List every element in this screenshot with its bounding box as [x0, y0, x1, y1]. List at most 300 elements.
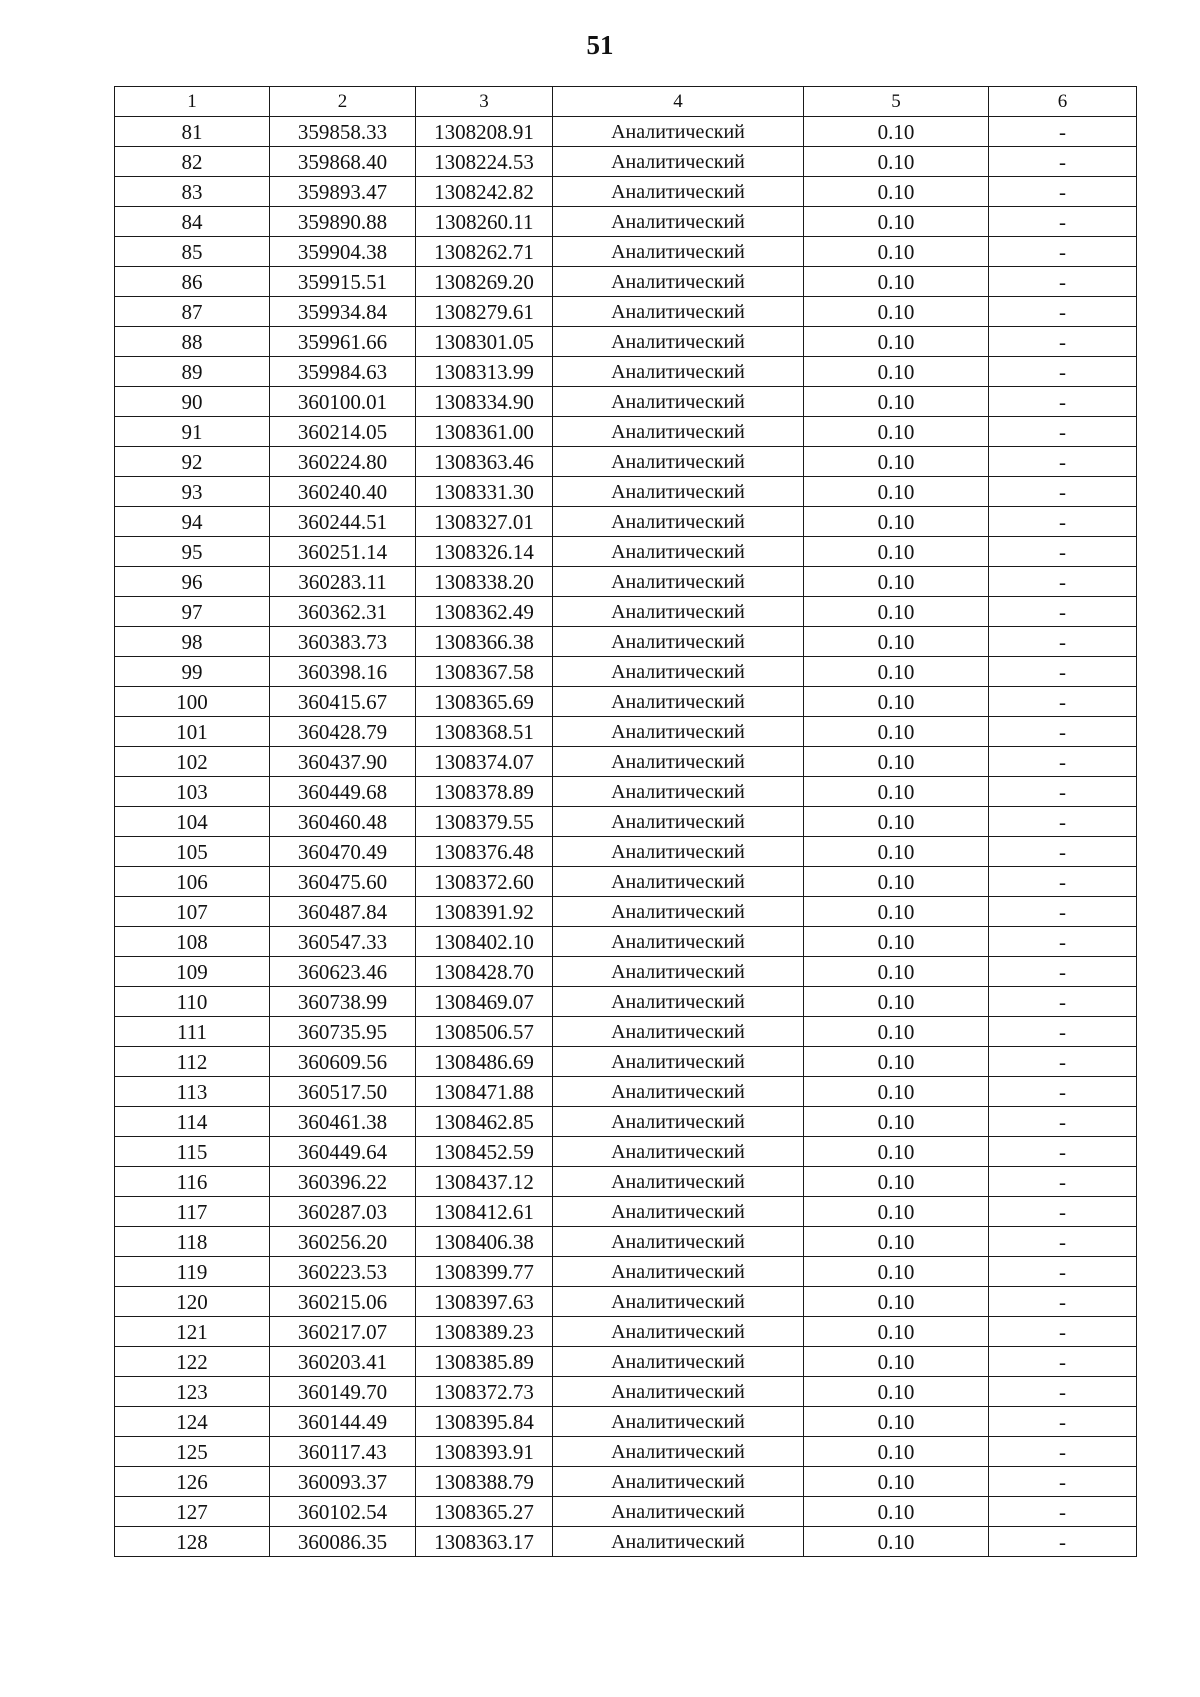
- point-number-cell: 115: [115, 1137, 270, 1167]
- y-coordinate-cell: 1308388.79: [416, 1467, 553, 1497]
- table-row: [115, 1077, 1137, 1107]
- table-row: [115, 1347, 1137, 1377]
- point-number-cell: 95: [115, 537, 270, 567]
- table-row: [115, 1407, 1137, 1437]
- note-cell: -: [989, 807, 1137, 837]
- method-cell: Аналитический: [553, 1287, 804, 1317]
- x-coordinate-cell: 359893.47: [270, 177, 416, 207]
- method-cell: Аналитический: [553, 147, 804, 177]
- x-coordinate-cell: 360287.03: [270, 1197, 416, 1227]
- method-cell: Аналитический: [553, 597, 804, 627]
- point-number-cell: 109: [115, 957, 270, 987]
- method-cell: Аналитический: [553, 237, 804, 267]
- table-row: [115, 1197, 1137, 1227]
- point-number-cell: 104: [115, 807, 270, 837]
- method-cell: Аналитический: [553, 1077, 804, 1107]
- x-coordinate-cell: 359961.66: [270, 327, 416, 357]
- accuracy-cell: 0.10: [804, 147, 989, 177]
- table-row: [115, 927, 1137, 957]
- method-cell: Аналитический: [553, 477, 804, 507]
- note-cell: -: [989, 1407, 1137, 1437]
- header-cell: 6: [989, 87, 1137, 117]
- table-row: [115, 777, 1137, 807]
- table-row: [115, 117, 1137, 147]
- method-cell: Аналитический: [553, 807, 804, 837]
- table-row: [115, 807, 1137, 837]
- table-row: [115, 1527, 1137, 1557]
- point-number-cell: 108: [115, 927, 270, 957]
- accuracy-cell: 0.10: [804, 927, 989, 957]
- method-cell: Аналитический: [553, 117, 804, 147]
- x-coordinate-cell: 360449.68: [270, 777, 416, 807]
- point-number-cell: 88: [115, 327, 270, 357]
- y-coordinate-cell: 1308262.71: [416, 237, 553, 267]
- x-coordinate-cell: 360487.84: [270, 897, 416, 927]
- method-cell: Аналитический: [553, 507, 804, 537]
- note-cell: -: [989, 1167, 1137, 1197]
- point-number-cell: 101: [115, 717, 270, 747]
- table-row: [115, 177, 1137, 207]
- method-cell: Аналитический: [553, 177, 804, 207]
- x-coordinate-cell: 360398.16: [270, 657, 416, 687]
- table-row: [115, 147, 1137, 177]
- point-number-cell: 110: [115, 987, 270, 1017]
- x-coordinate-cell: 360256.20: [270, 1227, 416, 1257]
- accuracy-cell: 0.10: [804, 1137, 989, 1167]
- table-row: [115, 477, 1137, 507]
- accuracy-cell: 0.10: [804, 1167, 989, 1197]
- point-number-cell: 111: [115, 1017, 270, 1047]
- table-row: [115, 1317, 1137, 1347]
- method-cell: Аналитический: [553, 1437, 804, 1467]
- x-coordinate-cell: 360460.48: [270, 807, 416, 837]
- y-coordinate-cell: 1308393.91: [416, 1437, 553, 1467]
- x-coordinate-cell: 360735.95: [270, 1017, 416, 1047]
- note-cell: -: [989, 1047, 1137, 1077]
- y-coordinate-cell: 1308338.20: [416, 567, 553, 597]
- point-number-cell: 120: [115, 1287, 270, 1317]
- method-cell: Аналитический: [553, 837, 804, 867]
- accuracy-cell: 0.10: [804, 747, 989, 777]
- x-coordinate-cell: 360383.73: [270, 627, 416, 657]
- accuracy-cell: 0.10: [804, 777, 989, 807]
- note-cell: -: [989, 177, 1137, 207]
- accuracy-cell: 0.10: [804, 1467, 989, 1497]
- method-cell: Аналитический: [553, 927, 804, 957]
- note-cell: -: [989, 1467, 1137, 1497]
- table-row: [115, 567, 1137, 597]
- y-coordinate-cell: 1308399.77: [416, 1257, 553, 1287]
- accuracy-cell: 0.10: [804, 417, 989, 447]
- y-coordinate-cell: 1308269.20: [416, 267, 553, 297]
- accuracy-cell: 0.10: [804, 717, 989, 747]
- accuracy-cell: 0.10: [804, 657, 989, 687]
- x-coordinate-cell: 359934.84: [270, 297, 416, 327]
- table-row: [115, 1047, 1137, 1077]
- note-cell: -: [989, 207, 1137, 237]
- header-cell: 4: [553, 87, 804, 117]
- method-cell: Аналитический: [553, 1167, 804, 1197]
- accuracy-cell: 0.10: [804, 477, 989, 507]
- accuracy-cell: 0.10: [804, 597, 989, 627]
- note-cell: -: [989, 327, 1137, 357]
- y-coordinate-cell: 1308506.57: [416, 1017, 553, 1047]
- table-row: [115, 1137, 1137, 1167]
- method-cell: Аналитический: [553, 1407, 804, 1437]
- y-coordinate-cell: 1308361.00: [416, 417, 553, 447]
- note-cell: -: [989, 1287, 1137, 1317]
- y-coordinate-cell: 1308366.38: [416, 627, 553, 657]
- x-coordinate-cell: 360428.79: [270, 717, 416, 747]
- table-header-row: [115, 87, 1137, 117]
- y-coordinate-cell: 1308313.99: [416, 357, 553, 387]
- x-coordinate-cell: 360547.33: [270, 927, 416, 957]
- method-cell: Аналитический: [553, 1347, 804, 1377]
- note-cell: -: [989, 147, 1137, 177]
- method-cell: Аналитический: [553, 1047, 804, 1077]
- header-cell: 1: [115, 87, 270, 117]
- method-cell: Аналитический: [553, 1137, 804, 1167]
- y-coordinate-cell: 1308462.85: [416, 1107, 553, 1137]
- note-cell: -: [989, 1527, 1137, 1557]
- table-row: [115, 627, 1137, 657]
- note-cell: -: [989, 447, 1137, 477]
- table-row: [115, 207, 1137, 237]
- point-number-cell: 100: [115, 687, 270, 717]
- table-row: [115, 387, 1137, 417]
- table-row: [115, 537, 1137, 567]
- point-number-cell: 128: [115, 1527, 270, 1557]
- note-cell: -: [989, 1227, 1137, 1257]
- header-cell: 5: [804, 87, 989, 117]
- x-coordinate-cell: 359904.38: [270, 237, 416, 267]
- y-coordinate-cell: 1308365.27: [416, 1497, 553, 1527]
- x-coordinate-cell: 360470.49: [270, 837, 416, 867]
- accuracy-cell: 0.10: [804, 1317, 989, 1347]
- table-row: [115, 267, 1137, 297]
- x-coordinate-cell: 359984.63: [270, 357, 416, 387]
- x-coordinate-cell: 360102.54: [270, 1497, 416, 1527]
- x-coordinate-cell: 360396.22: [270, 1167, 416, 1197]
- page-number: 51: [586, 30, 614, 60]
- x-coordinate-cell: 360475.60: [270, 867, 416, 897]
- y-coordinate-cell: 1308208.91: [416, 117, 553, 147]
- y-coordinate-cell: 1308402.10: [416, 927, 553, 957]
- y-coordinate-cell: 1308362.49: [416, 597, 553, 627]
- x-coordinate-cell: 360738.99: [270, 987, 416, 1017]
- table-row: [115, 717, 1137, 747]
- method-cell: Аналитический: [553, 1017, 804, 1047]
- y-coordinate-cell: 1308368.51: [416, 717, 553, 747]
- note-cell: -: [989, 867, 1137, 897]
- x-coordinate-cell: 360100.01: [270, 387, 416, 417]
- accuracy-cell: 0.10: [804, 357, 989, 387]
- y-coordinate-cell: 1308389.23: [416, 1317, 553, 1347]
- point-number-cell: 83: [115, 177, 270, 207]
- accuracy-cell: 0.10: [804, 897, 989, 927]
- accuracy-cell: 0.10: [804, 267, 989, 297]
- y-coordinate-cell: 1308391.92: [416, 897, 553, 927]
- accuracy-cell: 0.10: [804, 987, 989, 1017]
- accuracy-cell: 0.10: [804, 297, 989, 327]
- accuracy-cell: 0.10: [804, 957, 989, 987]
- accuracy-cell: 0.10: [804, 867, 989, 897]
- point-number-cell: 98: [115, 627, 270, 657]
- note-cell: -: [989, 1137, 1137, 1167]
- note-cell: -: [989, 1257, 1137, 1287]
- x-coordinate-cell: 360461.38: [270, 1107, 416, 1137]
- point-number-cell: 124: [115, 1407, 270, 1437]
- y-coordinate-cell: 1308224.53: [416, 147, 553, 177]
- table-row: [115, 1017, 1137, 1047]
- y-coordinate-cell: 1308326.14: [416, 537, 553, 567]
- note-cell: -: [989, 477, 1137, 507]
- point-number-cell: 92: [115, 447, 270, 477]
- accuracy-cell: 0.10: [804, 1077, 989, 1107]
- table-row: [115, 297, 1137, 327]
- method-cell: Аналитический: [553, 297, 804, 327]
- accuracy-cell: 0.10: [804, 1527, 989, 1557]
- x-coordinate-cell: 360214.05: [270, 417, 416, 447]
- note-cell: -: [989, 387, 1137, 417]
- method-cell: Аналитический: [553, 1527, 804, 1557]
- accuracy-cell: 0.10: [804, 327, 989, 357]
- note-cell: -: [989, 837, 1137, 867]
- accuracy-cell: 0.10: [804, 207, 989, 237]
- table-row: [115, 657, 1137, 687]
- table-row: [115, 897, 1137, 927]
- point-number-cell: 119: [115, 1257, 270, 1287]
- y-coordinate-cell: 1308363.17: [416, 1527, 553, 1557]
- y-coordinate-cell: 1308301.05: [416, 327, 553, 357]
- method-cell: Аналитический: [553, 1317, 804, 1347]
- method-cell: Аналитический: [553, 867, 804, 897]
- point-number-cell: 121: [115, 1317, 270, 1347]
- y-coordinate-cell: 1308260.11: [416, 207, 553, 237]
- note-cell: -: [989, 1377, 1137, 1407]
- y-coordinate-cell: 1308372.73: [416, 1377, 553, 1407]
- x-coordinate-cell: 360223.53: [270, 1257, 416, 1287]
- y-coordinate-cell: 1308327.01: [416, 507, 553, 537]
- method-cell: Аналитический: [553, 687, 804, 717]
- table-row: [115, 447, 1137, 477]
- note-cell: -: [989, 1497, 1137, 1527]
- accuracy-cell: 0.10: [804, 237, 989, 267]
- note-cell: -: [989, 687, 1137, 717]
- method-cell: Аналитический: [553, 1377, 804, 1407]
- point-number-cell: 116: [115, 1167, 270, 1197]
- y-coordinate-cell: 1308376.48: [416, 837, 553, 867]
- point-number-cell: 117: [115, 1197, 270, 1227]
- accuracy-cell: 0.10: [804, 387, 989, 417]
- y-coordinate-cell: 1308363.46: [416, 447, 553, 477]
- x-coordinate-cell: 360086.35: [270, 1527, 416, 1557]
- y-coordinate-cell: 1308395.84: [416, 1407, 553, 1437]
- point-number-cell: 103: [115, 777, 270, 807]
- x-coordinate-cell: 360437.90: [270, 747, 416, 777]
- note-cell: -: [989, 717, 1137, 747]
- point-number-cell: 123: [115, 1377, 270, 1407]
- table-row: [115, 237, 1137, 267]
- method-cell: Аналитический: [553, 987, 804, 1017]
- accuracy-cell: 0.10: [804, 117, 989, 147]
- x-coordinate-cell: 359890.88: [270, 207, 416, 237]
- x-coordinate-cell: 359868.40: [270, 147, 416, 177]
- x-coordinate-cell: 360415.67: [270, 687, 416, 717]
- table-row: [115, 1467, 1137, 1497]
- x-coordinate-cell: 360217.07: [270, 1317, 416, 1347]
- y-coordinate-cell: 1308437.12: [416, 1167, 553, 1197]
- accuracy-cell: 0.10: [804, 1047, 989, 1077]
- point-number-cell: 93: [115, 477, 270, 507]
- table-row: [115, 1437, 1137, 1467]
- accuracy-cell: 0.10: [804, 1407, 989, 1437]
- y-coordinate-cell: 1308334.90: [416, 387, 553, 417]
- method-cell: Аналитический: [553, 207, 804, 237]
- accuracy-cell: 0.10: [804, 177, 989, 207]
- method-cell: Аналитический: [553, 1467, 804, 1497]
- note-cell: -: [989, 117, 1137, 147]
- accuracy-cell: 0.10: [804, 1227, 989, 1257]
- method-cell: Аналитический: [553, 567, 804, 597]
- note-cell: -: [989, 237, 1137, 267]
- note-cell: -: [989, 417, 1137, 447]
- table-row: [115, 417, 1137, 447]
- y-coordinate-cell: 1308279.61: [416, 297, 553, 327]
- point-number-cell: 112: [115, 1047, 270, 1077]
- method-cell: Аналитический: [553, 1257, 804, 1287]
- accuracy-cell: 0.10: [804, 627, 989, 657]
- y-coordinate-cell: 1308412.61: [416, 1197, 553, 1227]
- x-coordinate-cell: 360144.49: [270, 1407, 416, 1437]
- accuracy-cell: 0.10: [804, 447, 989, 477]
- note-cell: -: [989, 897, 1137, 927]
- table-row: [115, 327, 1137, 357]
- header-cell: 3: [416, 87, 553, 117]
- point-number-cell: 91: [115, 417, 270, 447]
- x-coordinate-cell: 360117.43: [270, 1437, 416, 1467]
- method-cell: Аналитический: [553, 957, 804, 987]
- accuracy-cell: 0.10: [804, 1347, 989, 1377]
- table-row: [115, 1107, 1137, 1137]
- method-cell: Аналитический: [553, 447, 804, 477]
- x-coordinate-cell: 360203.41: [270, 1347, 416, 1377]
- y-coordinate-cell: 1308385.89: [416, 1347, 553, 1377]
- y-coordinate-cell: 1308469.07: [416, 987, 553, 1017]
- y-coordinate-cell: 1308378.89: [416, 777, 553, 807]
- method-cell: Аналитический: [553, 627, 804, 657]
- point-number-cell: 107: [115, 897, 270, 927]
- note-cell: -: [989, 297, 1137, 327]
- x-coordinate-cell: 359915.51: [270, 267, 416, 297]
- accuracy-cell: 0.10: [804, 837, 989, 867]
- point-number-cell: 113: [115, 1077, 270, 1107]
- table-row: [115, 687, 1137, 717]
- table-row: [115, 1167, 1137, 1197]
- method-cell: Аналитический: [553, 1107, 804, 1137]
- note-cell: -: [989, 747, 1137, 777]
- x-coordinate-cell: 360215.06: [270, 1287, 416, 1317]
- x-coordinate-cell: 360609.56: [270, 1047, 416, 1077]
- method-cell: Аналитический: [553, 1197, 804, 1227]
- method-cell: Аналитический: [553, 1497, 804, 1527]
- note-cell: -: [989, 987, 1137, 1017]
- note-cell: -: [989, 1107, 1137, 1137]
- accuracy-cell: 0.10: [804, 1377, 989, 1407]
- x-coordinate-cell: 360449.64: [270, 1137, 416, 1167]
- coordinates-table: [114, 86, 1137, 1557]
- method-cell: Аналитический: [553, 327, 804, 357]
- point-number-cell: 85: [115, 237, 270, 267]
- y-coordinate-cell: 1308365.69: [416, 687, 553, 717]
- point-number-cell: 122: [115, 1347, 270, 1377]
- table-row: [115, 867, 1137, 897]
- point-number-cell: 127: [115, 1497, 270, 1527]
- x-coordinate-cell: 360623.46: [270, 957, 416, 987]
- accuracy-cell: 0.10: [804, 807, 989, 837]
- note-cell: -: [989, 1437, 1137, 1467]
- point-number-cell: 126: [115, 1467, 270, 1497]
- table-row: [115, 1257, 1137, 1287]
- table-row: [115, 1287, 1137, 1317]
- method-cell: Аналитический: [553, 267, 804, 297]
- table-row: [115, 1227, 1137, 1257]
- y-coordinate-cell: 1308379.55: [416, 807, 553, 837]
- note-cell: -: [989, 657, 1137, 687]
- point-number-cell: 97: [115, 597, 270, 627]
- note-cell: -: [989, 1347, 1137, 1377]
- note-cell: -: [989, 1197, 1137, 1227]
- y-coordinate-cell: 1308486.69: [416, 1047, 553, 1077]
- note-cell: -: [989, 1317, 1137, 1347]
- y-coordinate-cell: 1308452.59: [416, 1137, 553, 1167]
- x-coordinate-cell: 360517.50: [270, 1077, 416, 1107]
- point-number-cell: 81: [115, 117, 270, 147]
- x-coordinate-cell: 360240.40: [270, 477, 416, 507]
- y-coordinate-cell: 1308374.07: [416, 747, 553, 777]
- note-cell: -: [989, 927, 1137, 957]
- table-row: [115, 597, 1137, 627]
- point-number-cell: 84: [115, 207, 270, 237]
- table-row: [115, 837, 1137, 867]
- note-cell: -: [989, 567, 1137, 597]
- accuracy-cell: 0.10: [804, 537, 989, 567]
- note-cell: -: [989, 597, 1137, 627]
- y-coordinate-cell: 1308367.58: [416, 657, 553, 687]
- y-coordinate-cell: 1308372.60: [416, 867, 553, 897]
- header-cell: 2: [270, 87, 416, 117]
- point-number-cell: 86: [115, 267, 270, 297]
- point-number-cell: 94: [115, 507, 270, 537]
- accuracy-cell: 0.10: [804, 1497, 989, 1527]
- table-row: [115, 507, 1137, 537]
- accuracy-cell: 0.10: [804, 687, 989, 717]
- note-cell: -: [989, 537, 1137, 567]
- accuracy-cell: 0.10: [804, 1287, 989, 1317]
- note-cell: -: [989, 1077, 1137, 1107]
- point-number-cell: 102: [115, 747, 270, 777]
- accuracy-cell: 0.10: [804, 1107, 989, 1137]
- accuracy-cell: 0.10: [804, 567, 989, 597]
- y-coordinate-cell: 1308331.30: [416, 477, 553, 507]
- table-body: [115, 87, 1137, 1557]
- x-coordinate-cell: 360093.37: [270, 1467, 416, 1497]
- point-number-cell: 118: [115, 1227, 270, 1257]
- y-coordinate-cell: 1308428.70: [416, 957, 553, 987]
- accuracy-cell: 0.10: [804, 507, 989, 537]
- accuracy-cell: 0.10: [804, 1437, 989, 1467]
- point-number-cell: 90: [115, 387, 270, 417]
